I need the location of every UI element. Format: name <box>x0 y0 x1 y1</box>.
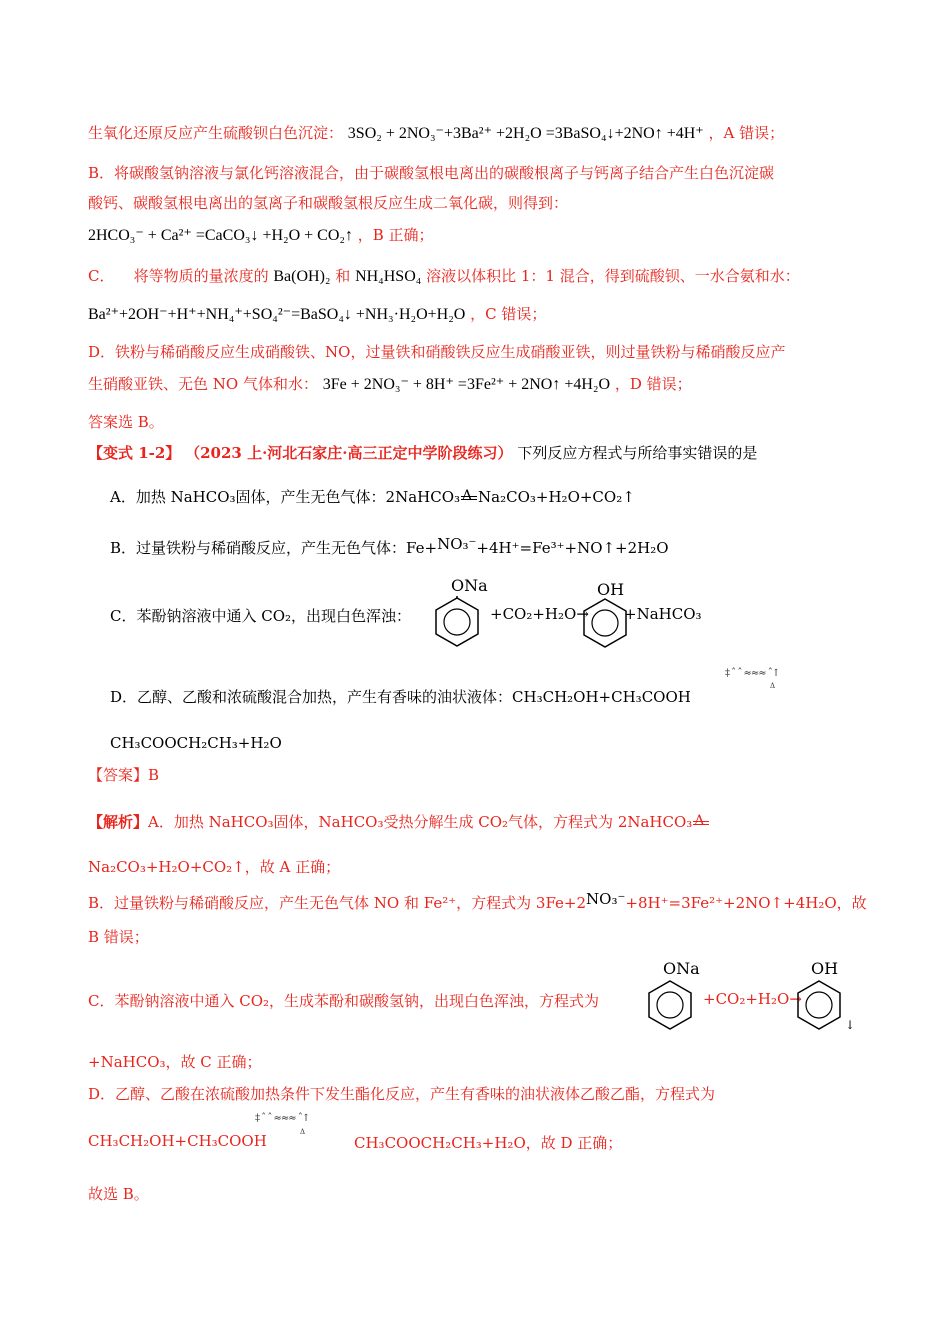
analysis-b-rest: +8H⁺=3Fe²⁺+2NO↑+4H₂O，故 <box>625 894 867 912</box>
c-mid: 和 <box>335 267 351 285</box>
benzene-ring-icon <box>794 979 844 1031</box>
analysis-b-line1: B．将碳酸氢钠溶液与氯化钙溶液混合，由于碳酸氢根电离出的碳酸根离子与钙离子结合产生白色沉淀碳 <box>88 164 775 182</box>
analysis-a-tail <box>88 122 784 143</box>
analysis-a-line2: Na₂CO₃+H₂O+CO₂↑，故 A 正确； <box>88 858 341 876</box>
c-reagent2: NH₄HSO₄ <box>355 268 422 285</box>
d-line2-text: 生硝酸亚铁、无色 NO 气体和水： <box>88 375 318 393</box>
analysis-b <box>88 892 867 913</box>
analysis-b-text: B．过量铁粉与稀硝酸反应，产生无色气体 NO 和 Fe²⁺，方程式为 3Fe+2 <box>88 894 587 912</box>
esterification-condition-icon: ‡ ˆ ˆ ≈≈≈ ˆ↑ <box>255 1113 310 1124</box>
c-label: C． <box>88 267 115 285</box>
delta-sign-analysis-d: Δ <box>300 1128 305 1136</box>
option-b-ion: NO₃⁻ <box>437 535 477 553</box>
analysis-c-line1 <box>88 265 800 286</box>
option-a-text: A．加热 NaHCO₃固体，产生无色气体：2NaHCO₃ <box>110 488 461 506</box>
c-suffix: ，C 错误； <box>470 305 547 323</box>
analysis-a-text: A．加热 NaHCO₃固体，NaHCO₃受热分解生成 CO₂气体，方程式为 2NaHCO₃ <box>148 813 693 831</box>
analysis-a <box>88 811 710 832</box>
variant-header <box>88 442 757 463</box>
phenol-label: OH <box>811 959 839 978</box>
conclusion: 故选 B。 <box>88 1185 149 1203</box>
analysis-b-line2: 酸钙、碳酸氢根电离出的氢离子和碳酸氢根反应生成二氧化碳，则得到： <box>88 194 569 212</box>
d-equation: 3Fe + 2NO₃⁻ + 8H⁺ =3Fe²⁺ + 2NO↑ +4H₂O <box>322 376 611 393</box>
option-b-text: B．过量铁粉与稀硝酸反应，产生无色气体：Fe+ <box>110 539 438 557</box>
b-suffix: ，B 正确； <box>357 226 434 244</box>
analysis-c-text: C．苯酚钠溶液中通入 CO₂，生成苯酚和碳酸氢钠，出现白色浑浊，方程式为 <box>88 992 600 1010</box>
analysis-d-line2 <box>88 373 692 394</box>
delta-sign-analysis: Δ <box>694 813 705 829</box>
previous-answer: 答案选 B。 <box>88 413 164 431</box>
a-tail-equation: 3SO₂ + 2NO₃⁻+3Ba²⁺ +2H₂O =3BaSO₄↓+2NO↑ +4H⁺ <box>347 125 704 142</box>
delta-sign-d: Δ <box>770 682 775 690</box>
option-d-text: D．乙醇、乙酸和浓硫酸混合加热，产生有香味的油状液体：CH₃CH₂OH+CH₃COOH <box>110 688 691 706</box>
analysis-c-mid: +CO₂+H₂O→ <box>703 990 802 1008</box>
a-tail-prefix: 生氧化还原反应产生硫酸钡白色沉淀： <box>88 124 344 142</box>
benzene-ring-icon <box>432 596 482 648</box>
variant-source: （2023 上·河北石家庄·高三正定中学阶段练习） <box>185 444 513 462</box>
option-c-end: +NaHCO₃ <box>624 605 702 623</box>
option-b-rest: +4H⁺=Fe³⁺+NO↑+2H₂O <box>476 539 669 557</box>
analysis-d-line1: D．铁粉与稀硝酸反应生成硝酸铁、NO，过量铁和硝酸铁反应生成硝酸亚铁，则过量铁粉与稀硝酸反应产 <box>88 343 786 361</box>
analysis-b-ion: NO₃⁻ <box>586 890 626 908</box>
variant-question: 下列反应方程式与所给事实错误的是 <box>517 444 758 462</box>
analysis-b-eq-line <box>88 224 434 245</box>
analysis-d-eq-left: CH₃CH₂OH+CH₃COOH <box>88 1132 267 1150</box>
esterification-condition-icon: ‡ ˆ ˆ ≈≈≈ ˆ↑ <box>725 668 780 679</box>
precipitate-arrow-icon: ↓ <box>845 1018 856 1032</box>
variant-tag: 【变式 1-2】 <box>88 444 181 462</box>
option-b <box>110 537 669 558</box>
analysis-d-eq-right: CH₃COOCH₂CH₃+H₂O，故 D 正确； <box>354 1134 623 1152</box>
delta-sign-a: Δ <box>462 488 473 504</box>
c-reagent1: Ba(OH)₂ <box>273 268 331 285</box>
c-text1: 将等物质的量浓度的 <box>133 267 269 285</box>
sodium-phenoxide-label: ONa <box>663 959 700 978</box>
analysis-c-line2: +NaHCO₃，故 C 正确； <box>88 1053 262 1071</box>
analysis-c-eq-line <box>88 303 546 324</box>
c-text2: 溶液以体积比 1：1 混合，得到硫酸钡、一水合氨和水： <box>426 267 800 285</box>
benzene-ring-icon <box>645 979 695 1031</box>
a-tail-suffix: ，A 错误； <box>708 124 785 142</box>
benzene-ring-icon <box>580 597 630 649</box>
analysis-label: 【解析】 <box>88 813 149 831</box>
sodium-phenoxide-label: ONa <box>451 576 488 595</box>
answer-label: 【答案】B <box>88 766 160 784</box>
option-c-text: C．苯酚钠溶液中通入 CO₂，出现白色浑浊： <box>110 607 412 625</box>
b-equation: 2HCO₃⁻ + Ca²⁺ =CaCO₃↓ +H₂O + CO₂↑ <box>88 227 353 244</box>
phenol-label: OH <box>597 580 625 599</box>
option-a <box>110 486 635 507</box>
option-a-products: Na₂CO₃+H₂O+CO₂↑ <box>478 488 635 506</box>
analysis-d-text: D．乙醇、乙酸在浓硫酸加热条件下发生酯化反应，产生有香味的油状液体乙酸乙酯，方程式为 <box>88 1085 716 1103</box>
c-equation: Ba²⁺+2OH⁻+H⁺+NH₄⁺+SO₄²⁻=BaSO₄↓ +NH₃·H₂O+H₂O <box>88 306 466 323</box>
d-suffix: ，D 错误； <box>614 375 692 393</box>
option-c-mid: +CO₂+H₂O→ <box>490 605 589 623</box>
analysis-b-line2: B 错误； <box>88 928 149 946</box>
option-d-products: CH₃COOCH₂CH₃+H₂O <box>110 734 282 752</box>
